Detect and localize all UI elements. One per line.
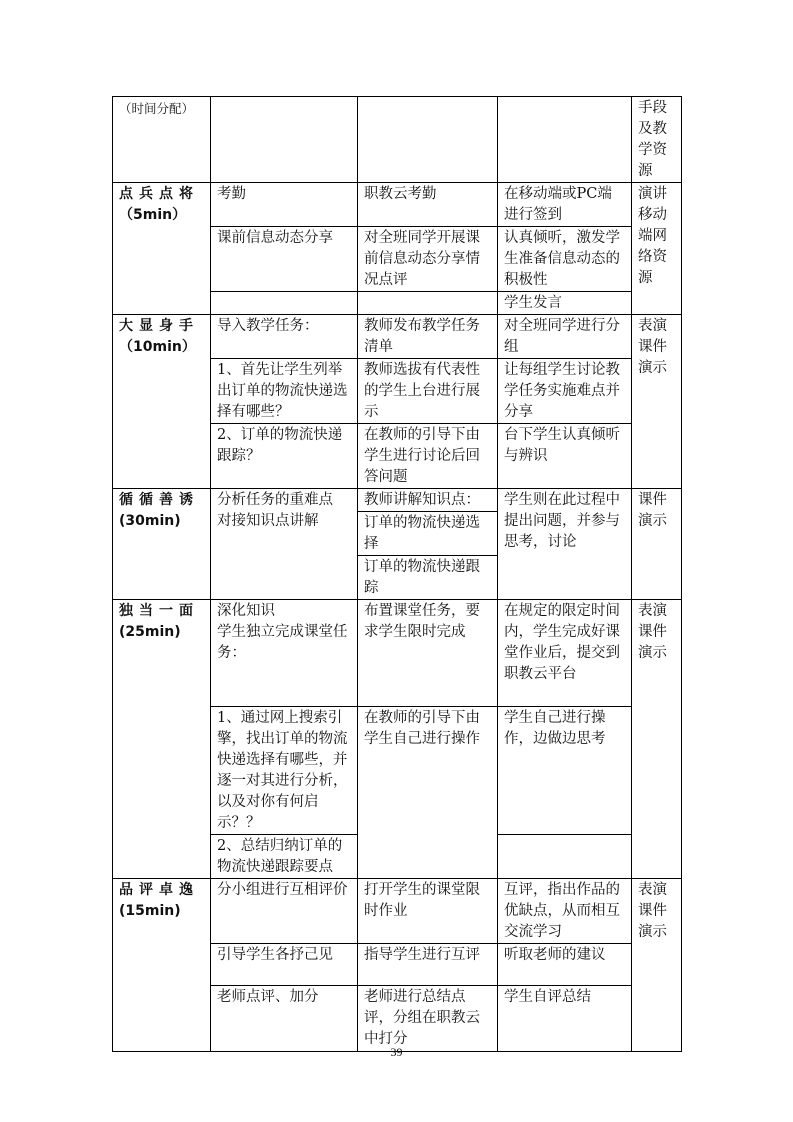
- teacher-activity-cell: 订单的物流快递选择: [358, 512, 498, 556]
- content-cell: 2、订单的物流快递跟踪？: [211, 424, 358, 489]
- stage-name: 品评卓逸: [119, 882, 199, 898]
- student-activity-cell: 在移动端或PC端进行签到: [498, 183, 632, 227]
- stage-name: 大显身手: [119, 318, 199, 334]
- table-row: [113, 183, 682, 227]
- table-row: [113, 315, 682, 359]
- resource-cell: 表演课件演示: [632, 600, 682, 879]
- content-cell: 分小组进行互相评价: [211, 879, 358, 944]
- stage-cell: [113, 489, 211, 600]
- resource-cell: 演讲移动端网络资源: [632, 183, 682, 315]
- student-activity-cell: 让每组学生讨论教学任务实施难点并分享: [498, 359, 632, 424]
- content-line: 分析任务的重难点: [217, 492, 333, 508]
- student-activity-cell: 台下学生认真倾听与辨识: [498, 424, 632, 489]
- content-cell: [211, 600, 358, 707]
- stage-cell: [113, 879, 211, 1052]
- teacher-activity-cell: 在教师的引导下由学生自己进行操作: [358, 707, 498, 879]
- teacher-activity-cell: 指导学生进行互评: [358, 944, 498, 986]
- content-cell: 课前信息动态分享: [211, 227, 358, 292]
- content-line: 对接知识点讲解: [217, 513, 319, 529]
- stage-cell: [113, 183, 211, 315]
- table-row: [113, 489, 682, 512]
- teacher-activity-cell: 教师讲解知识点：: [358, 489, 498, 512]
- stage-time: (25min): [119, 624, 181, 640]
- student-activity-cell: 互评，指出作品的优缺点，从而相互交流学习: [498, 879, 632, 944]
- stage-cell: [113, 600, 211, 879]
- empty-cell: [498, 97, 632, 183]
- table-row: [113, 600, 682, 707]
- content-cell: 1、通过网上搜索引擎，找出订单的物流快递选择有哪些，并逐一对其进行分析，以及对你有何启示？？: [211, 707, 358, 835]
- content-cell: 引导学生各抒己见: [211, 944, 358, 986]
- student-activity-cell: 学生发言: [498, 292, 632, 315]
- student-activity-cell: 认真倾听，激发学生准备信息动态的积极性: [498, 227, 632, 292]
- content-line: 学生独立完成课堂任务：: [217, 624, 348, 661]
- time-allocation-header: （时间分配）: [113, 97, 211, 183]
- stage-name: 点兵点将: [119, 186, 199, 202]
- student-activity-cell: 对全班同学进行分组: [498, 315, 632, 359]
- content-cell: 1、首先让学生列举出订单的物流快递选择有哪些？: [211, 359, 358, 424]
- content-cell: 老师点评、加分: [211, 986, 358, 1052]
- stage-time: (30min): [119, 513, 181, 529]
- teacher-activity-cell: 打开学生的课堂限时作业: [358, 879, 498, 944]
- content-cell: 考勤: [211, 183, 358, 227]
- stage-time: （10min）: [119, 339, 196, 355]
- content-cell: 2、总结归纳订单的物流快递跟踪要点: [211, 835, 358, 879]
- page-number: 39: [390, 1045, 403, 1059]
- header-row: [113, 97, 682, 183]
- empty-cell: [211, 97, 358, 183]
- student-activity-cell: 学生则在此过程中提出问题，并参与思考，讨论: [498, 489, 632, 600]
- teacher-activity-cell: 教师选拔有代表性的学生上台进行展示: [358, 359, 498, 424]
- content-cell: [211, 489, 358, 600]
- lesson-plan-table: [112, 96, 682, 1052]
- stage-name: 循循善诱: [119, 492, 199, 508]
- teacher-activity-cell: 对全班同学开展课前信息动态分享情况点评: [358, 227, 498, 292]
- content-line: 深化知识: [217, 603, 275, 619]
- table-row: [113, 879, 682, 944]
- student-activity-cell: 学生自评总结: [498, 986, 632, 1052]
- empty-cell: [211, 292, 358, 315]
- resource-cell: 表演课件演示: [632, 315, 682, 489]
- student-activity-cell: 学生自己进行操作，边做边思考: [498, 707, 632, 835]
- student-activity-cell: 在规定的限定时间内，学生完成好课堂作业后，提交到职教云平台: [498, 600, 632, 707]
- stage-time: （5min）: [119, 207, 187, 223]
- resource-cell: 课件演示: [632, 489, 682, 600]
- empty-cell: [358, 97, 498, 183]
- teacher-activity-cell: 订单的物流快递跟踪: [358, 556, 498, 600]
- empty-cell: [358, 292, 498, 315]
- resource-header: 手段及教学资源: [632, 97, 682, 183]
- empty-cell: [498, 835, 632, 879]
- teacher-activity-cell: 布置课堂任务，要求学生限时完成: [358, 600, 498, 707]
- stage-time: (15min): [119, 903, 181, 919]
- stage-cell: [113, 315, 211, 489]
- stage-name: 独当一面: [119, 603, 199, 619]
- student-activity-cell: 听取老师的建议: [498, 944, 632, 986]
- teacher-activity-cell: 职教云考勤: [358, 183, 498, 227]
- teacher-activity-cell: 老师进行总结点评，分组在职教云中打分: [358, 986, 498, 1052]
- teacher-activity-cell: 教师发布教学任务清单: [358, 315, 498, 359]
- teacher-activity-cell: 在教师的引导下由学生进行讨论后回答问题: [358, 424, 498, 489]
- resource-cell: 表演课件演示: [632, 879, 682, 1052]
- content-cell: 导入教学任务：: [211, 315, 358, 359]
